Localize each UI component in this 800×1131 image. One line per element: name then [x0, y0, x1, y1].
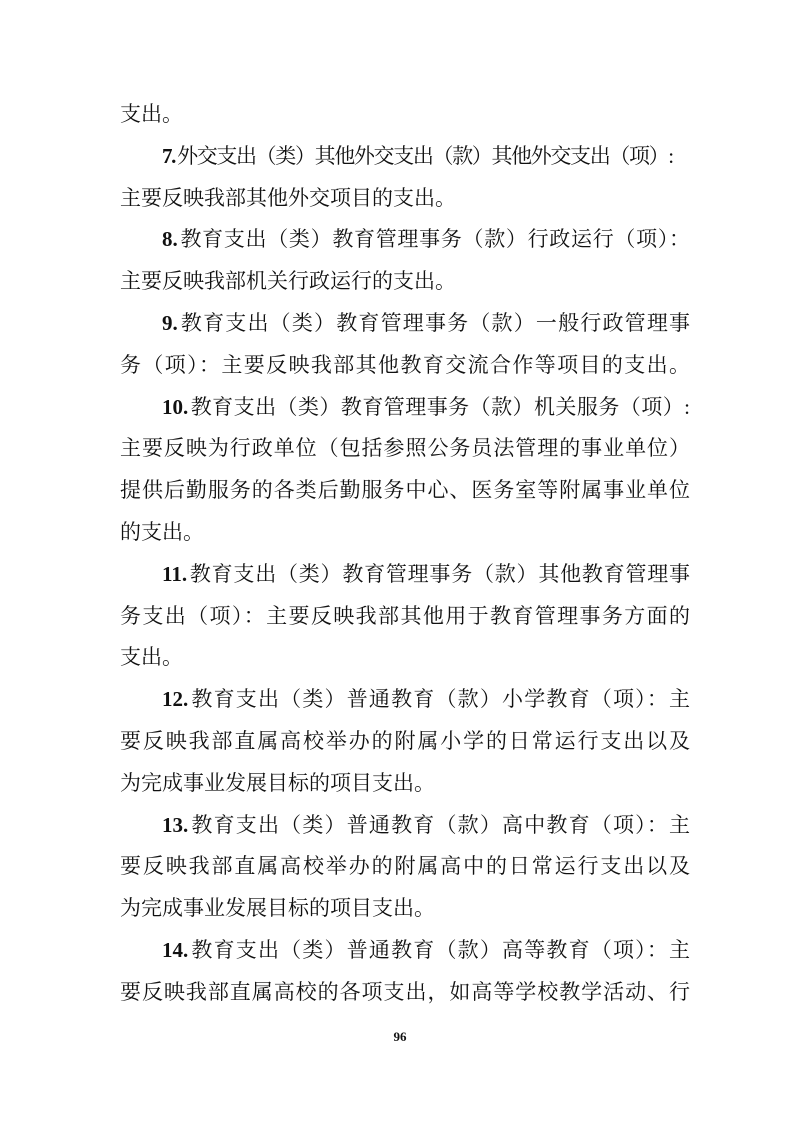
line-text: 教育支出（类）教育管理事务（款）行政运行（项）：	[179, 227, 690, 252]
line-text: 要反映我部直属高校举办的附属小学的日常运行支出以及	[120, 728, 690, 753]
text-line	[120, 888, 690, 930]
line-text: 教育支出（类）普通教育（款）高中教育（项）：主	[190, 812, 690, 837]
text-line	[120, 972, 690, 1014]
line-text: 务（项）：主要反映我部其他教育交流合作等项目的支出。	[120, 352, 690, 377]
line-text: 支出。	[120, 102, 183, 126]
line-text: 务支出（项）：主要反映我部其他用于教育管理事务方面的	[120, 603, 690, 628]
line-text: 要反映我部直属高校的各项支出，如高等学校教学活动、行	[120, 979, 690, 1004]
paragraph-number: 14.	[162, 937, 189, 962]
text-line	[120, 805, 690, 847]
paragraph-number: 11.	[162, 561, 188, 586]
text-line	[120, 637, 690, 679]
line-text: 主要反映为行政单位（包括参照公务员法管理的事业单位）	[120, 436, 690, 461]
text-line	[120, 679, 690, 721]
text-line	[120, 303, 690, 345]
text-line	[120, 428, 690, 470]
text-line	[120, 178, 690, 220]
paragraph-number: 10.	[162, 394, 189, 419]
text-line	[120, 930, 690, 972]
line-text: 为完成事业发展目标的项目支出。	[120, 770, 435, 795]
page-number: 96	[393, 1029, 407, 1044]
text-line	[120, 512, 690, 554]
line-text: 支出。	[120, 645, 183, 670]
document-body	[120, 94, 690, 1014]
text-line	[120, 846, 690, 888]
text-line	[120, 261, 690, 303]
line-text: 的支出。	[120, 519, 204, 544]
paragraph-number: 13.	[162, 812, 189, 837]
paragraph-number: 9.	[162, 310, 178, 335]
line-text: 教育支出（类）教育管理事务（款）机关服务（项）:	[190, 394, 690, 419]
paragraph-number: 8.	[162, 227, 178, 252]
line-text: 提供后勤服务的各类后勤服务中心、医务室等附属事业单位	[120, 478, 690, 503]
paragraph-number: 7.	[162, 143, 176, 168]
line-text: 主要反映我部机关行政运行的支出。	[120, 269, 456, 294]
text-line	[120, 721, 690, 763]
text-line	[120, 345, 690, 387]
line-text: 为完成事业发展目标的项目支出。	[120, 896, 435, 921]
text-line	[120, 763, 690, 805]
line-text: 主要反映我部其他外交项目的支出。	[120, 185, 456, 210]
paragraph-number: 12.	[162, 687, 189, 712]
line-text: 教育支出（类）教育管理事务（款）一般行政管理事	[179, 310, 690, 335]
text-line	[120, 94, 690, 136]
line-text: 外交支出（类）其他外交支出（款）其他外交支出（项）:	[177, 143, 673, 168]
line-text: 教育支出（类）教育管理事务（款）其他教育管理事	[189, 561, 690, 586]
text-line	[120, 596, 690, 638]
text-line	[120, 136, 690, 178]
text-line	[120, 387, 690, 429]
text-line	[120, 470, 690, 512]
line-text: 教育支出（类）普通教育（款）高等教育（项）：主	[190, 937, 690, 962]
line-text: 要反映我部直属高校举办的附属高中的日常运行支出以及	[120, 854, 690, 879]
text-line	[120, 219, 690, 261]
text-line	[120, 554, 690, 596]
line-text: 教育支出（类）普通教育（款）小学教育（项）：主	[190, 687, 690, 712]
